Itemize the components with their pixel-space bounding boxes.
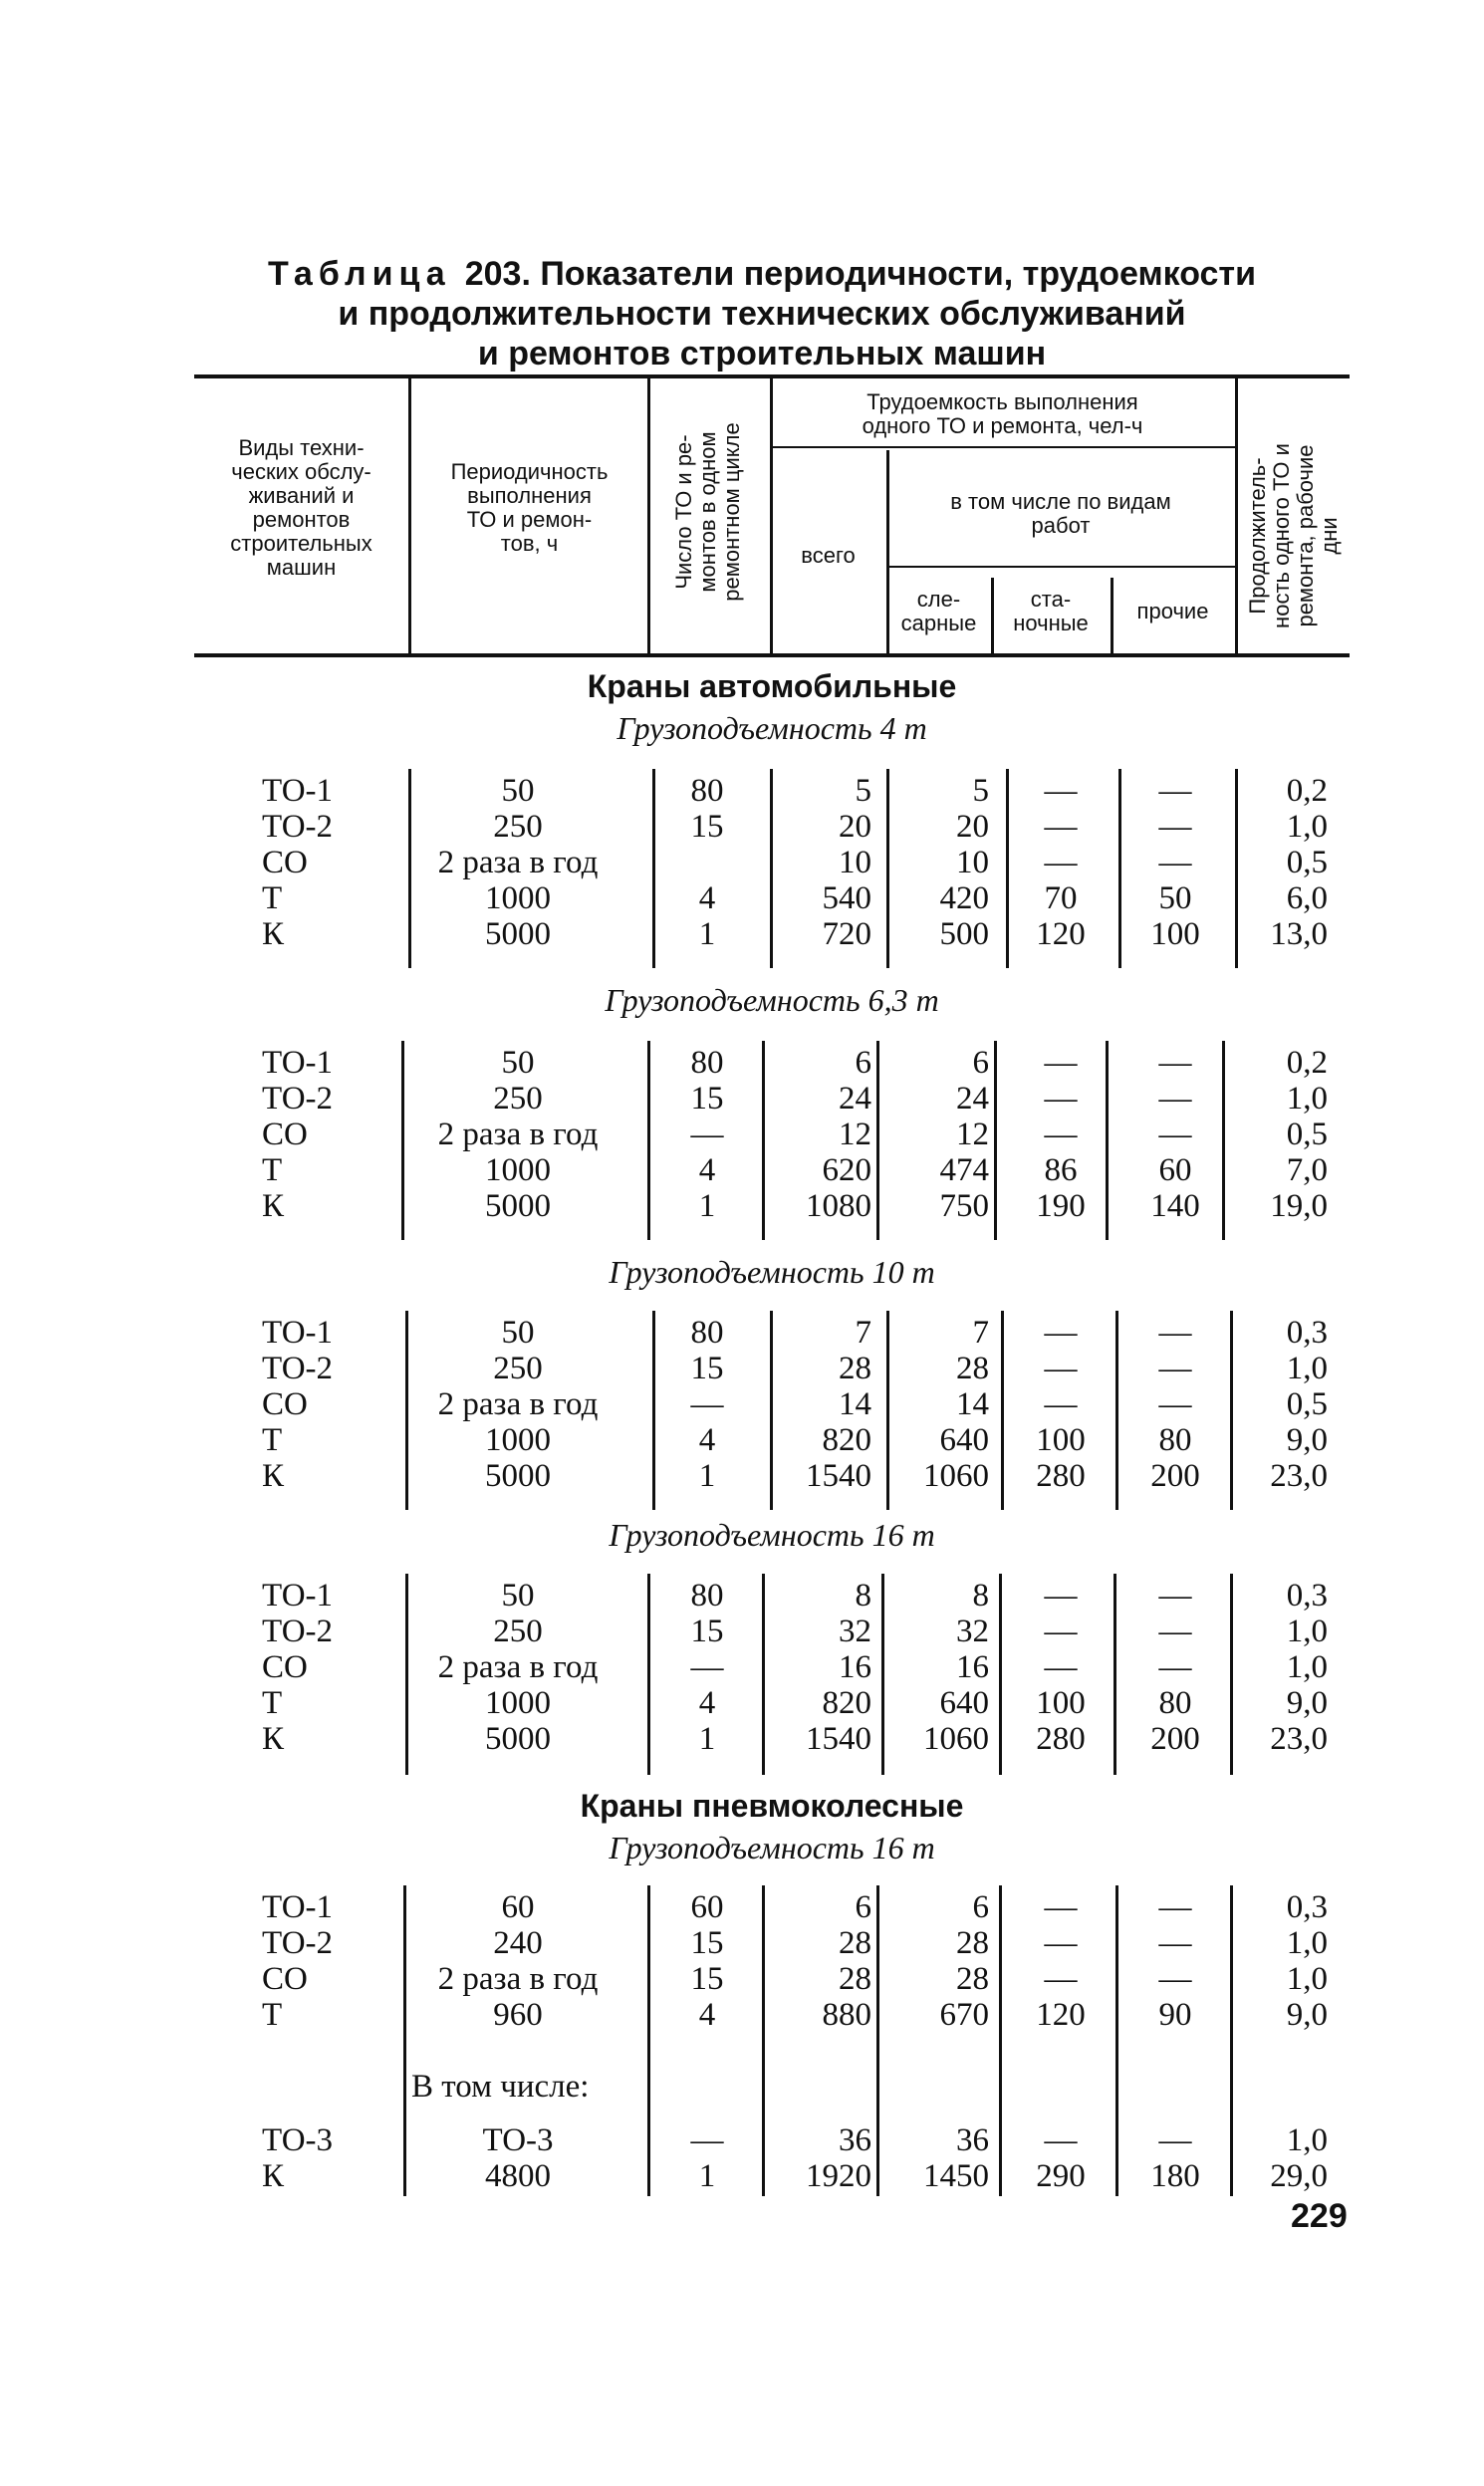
table-block: [194, 769, 1350, 968]
cell-period: 5000: [485, 1188, 551, 1224]
cell-fitter: 7: [972, 1315, 989, 1351]
cell-fitter: 20: [956, 809, 989, 845]
table-row: [194, 1889, 1350, 1925]
table-row: [194, 1188, 1350, 1224]
cell-other: —: [1158, 1315, 1192, 1351]
table-row: [194, 1961, 1350, 1997]
cell-count: —: [690, 1649, 724, 1685]
cell-fitter: 12: [956, 1117, 989, 1152]
cell-count: 15: [690, 1925, 724, 1961]
table-row: [194, 1614, 1350, 1649]
cell-kind: СО: [262, 1386, 308, 1422]
cell-machine: 70: [1044, 880, 1078, 916]
cell-total: 12: [839, 1117, 871, 1152]
cell-duration: 19,0: [1270, 1188, 1328, 1224]
cell-period: 60: [501, 1889, 535, 1925]
cell-machine: —: [1044, 1889, 1078, 1925]
section-subheading: Грузоподъемность 6,3 т: [605, 982, 939, 1018]
cell-duration: 1,0: [1286, 1081, 1328, 1117]
cell-other: —: [1158, 1614, 1192, 1649]
cell-fitter: 8: [972, 1578, 989, 1614]
cell-machine: 100: [1036, 1422, 1086, 1458]
cell-total: 820: [822, 1422, 871, 1458]
cell-other: —: [1158, 1889, 1192, 1925]
cell-count: 1: [698, 1721, 716, 1757]
cell-total: 5: [855, 773, 871, 809]
cell-kind: ТО-2: [262, 809, 334, 845]
cell-count: —: [690, 1386, 724, 1422]
cell-duration: 7,0: [1286, 1152, 1328, 1188]
cell-kind: СО: [262, 1117, 308, 1152]
cell-other: —: [1158, 1351, 1192, 1386]
cell-duration: 0,5: [1286, 1386, 1328, 1422]
table-row: [194, 1578, 1350, 1614]
section-subheading: Грузоподъемность 16 т: [609, 1830, 935, 1865]
cell-fitter: 640: [939, 1685, 989, 1721]
title-line-2: и продолжительности технических обслуживаний: [338, 295, 1186, 333]
cell-kind: ТО-2: [262, 1925, 334, 1961]
cell-other: —: [1158, 1045, 1192, 1081]
table-row: [194, 1045, 1350, 1081]
cell-other: 100: [1150, 916, 1200, 952]
cell-kind: К: [262, 2158, 285, 2194]
table-block: [194, 1574, 1350, 1775]
table-row: [194, 1458, 1350, 1494]
cell-period: 50: [501, 773, 535, 809]
cell-fitter: 1060: [923, 1721, 989, 1757]
cell-total: 1540: [806, 1458, 871, 1494]
cell-other: —: [1158, 1961, 1192, 1997]
cell-count: 80: [690, 1578, 724, 1614]
cell-total: 36: [839, 2122, 871, 2158]
cell-period: 1000: [485, 1422, 551, 1458]
cell-count: 4: [698, 880, 716, 916]
cell-duration: 1,0: [1286, 1925, 1328, 1961]
cell-fitter: 28: [956, 1961, 989, 1997]
table-row: [194, 1685, 1350, 1721]
cell-total: 8: [855, 1578, 871, 1614]
cell-kind: СО: [262, 845, 308, 880]
cell-duration: 0,2: [1286, 1045, 1328, 1081]
cell-period: 2 раза в год: [437, 1649, 599, 1685]
cell-count: 60: [690, 1889, 724, 1925]
cell-period: 2 раза в год: [437, 845, 599, 880]
cell-duration: 1,0: [1286, 1614, 1328, 1649]
cell-kind: ТО-1: [262, 1315, 334, 1351]
cell-total: 24: [839, 1081, 871, 1117]
cell-total: 1920: [806, 2158, 871, 2194]
cell-count: —: [690, 2122, 724, 2158]
cell-period: 5000: [485, 1721, 551, 1757]
cell-count: 15: [690, 1351, 724, 1386]
cell-kind: ТО-1: [262, 773, 334, 809]
cell-machine: —: [1044, 1649, 1078, 1685]
cell-fitter: 28: [956, 1351, 989, 1386]
cell-total: 20: [839, 809, 871, 845]
cell-machine: —: [1044, 1614, 1078, 1649]
cell-machine: —: [1044, 1925, 1078, 1961]
header-labor: Трудоемкость выполнения одного ТО и ремонта, чел-ч: [862, 389, 1143, 438]
cell-fitter: 32: [956, 1614, 989, 1649]
section-subheading: Грузоподъемность 10 т: [609, 1254, 935, 1290]
cell-total: 10: [839, 845, 871, 880]
table-row: [194, 2122, 1350, 2158]
cell-fitter: 640: [939, 1422, 989, 1458]
table-block: [194, 1311, 1350, 1510]
table-row: [194, 1152, 1350, 1188]
cell-other: 50: [1158, 880, 1192, 916]
cell-kind: Т: [262, 1422, 283, 1458]
cell-kind: К: [262, 1721, 285, 1757]
cell-total: 14: [839, 1386, 871, 1422]
cell-period: 50: [501, 1315, 535, 1351]
cell-duration: 1,0: [1286, 1961, 1328, 1997]
cell-machine: —: [1044, 1386, 1078, 1422]
cell-fitter: 14: [956, 1386, 989, 1422]
note-including: В том числе:: [411, 2069, 590, 2105]
cell-duration: 9,0: [1286, 1422, 1328, 1458]
cell-count: 15: [690, 809, 724, 845]
header-count: Число ТО и ре- монтов в одном ремонтном цикле: [671, 422, 744, 602]
cell-machine: —: [1044, 1578, 1078, 1614]
section-heading-pneumatic-cranes: Краны пневмоколесные: [580, 1788, 964, 1824]
cell-period: 5000: [485, 1458, 551, 1494]
page-number: 229: [1291, 2197, 1348, 2235]
cell-duration: 23,0: [1270, 1721, 1328, 1757]
cell-count: 1: [698, 1188, 716, 1224]
table-row: [194, 2158, 1350, 2194]
cell-total: 620: [822, 1152, 871, 1188]
cell-machine: 100: [1036, 1685, 1086, 1721]
table-row: [194, 1117, 1350, 1152]
cell-total: 28: [839, 1961, 871, 1997]
cell-other: —: [1158, 1649, 1192, 1685]
cell-duration: 0,5: [1286, 845, 1328, 880]
table-row: [194, 1721, 1350, 1757]
table-block: [194, 1041, 1350, 1240]
cell-duration: 13,0: [1270, 916, 1328, 952]
header-period: Периодичность выполнения ТО и ремон- тов, ч: [450, 459, 609, 556]
cell-kind: Т: [262, 1685, 283, 1721]
cell-machine: —: [1044, 1315, 1078, 1351]
table-row: [194, 1315, 1350, 1351]
cell-duration: 1,0: [1286, 809, 1328, 845]
cell-machine: —: [1044, 1961, 1078, 1997]
cell-period: 240: [493, 1925, 543, 1961]
cell-period: 250: [493, 809, 543, 845]
cell-fitter: 420: [939, 880, 989, 916]
cell-kind: СО: [262, 1649, 308, 1685]
cell-kind: ТО-2: [262, 1614, 334, 1649]
section-subheading: Грузоподъемность 16 т: [609, 1517, 935, 1553]
cell-count: 4: [698, 1422, 716, 1458]
cell-fitter: 10: [956, 845, 989, 880]
table-row: [194, 1649, 1350, 1685]
cell-count: 1: [698, 916, 716, 952]
header-machine: ста- ночные: [1013, 587, 1089, 635]
cell-kind: К: [262, 1458, 285, 1494]
cell-machine: —: [1044, 1117, 1078, 1152]
cell-duration: 23,0: [1270, 1458, 1328, 1494]
cell-machine: —: [1044, 809, 1078, 845]
cell-fitter: 670: [939, 1997, 989, 2033]
cell-period: 2 раза в год: [437, 1386, 599, 1422]
header-other: прочие: [1136, 599, 1209, 623]
title-line-1: 203. Показатели периодичности, трудоемкости: [464, 255, 1256, 293]
cell-kind: ТО-1: [262, 1889, 334, 1925]
table-row: [194, 1386, 1350, 1422]
cell-other: —: [1158, 1925, 1192, 1961]
cell-other: 200: [1150, 1458, 1200, 1494]
cell-period: 250: [493, 1614, 543, 1649]
table-row: [194, 880, 1350, 916]
cell-period: 1000: [485, 880, 551, 916]
cell-duration: 0,3: [1286, 1315, 1328, 1351]
cell-duration: 9,0: [1286, 1997, 1328, 2033]
table-row: [194, 1351, 1350, 1386]
cell-fitter: 24: [956, 1081, 989, 1117]
header-fitter: сле- сарные: [900, 587, 977, 635]
cell-other: 200: [1150, 1721, 1200, 1757]
cell-machine: —: [1044, 1045, 1078, 1081]
cell-duration: 0,3: [1286, 1578, 1328, 1614]
cell-count: 1: [698, 2158, 716, 2194]
cell-fitter: 28: [956, 1925, 989, 1961]
cell-other: —: [1158, 1117, 1192, 1152]
cell-duration: 0,5: [1286, 1117, 1328, 1152]
cell-duration: 0,2: [1286, 773, 1328, 809]
cell-count: 1: [698, 1458, 716, 1494]
table-row: [194, 1081, 1350, 1117]
cell-kind: ТО-3: [262, 2122, 334, 2158]
table-header: [194, 374, 1350, 657]
cell-machine: 120: [1036, 1997, 1086, 2033]
cell-fitter: 1450: [923, 2158, 989, 2194]
cell-total: 6: [855, 1045, 871, 1081]
cell-period: 4800: [485, 2158, 551, 2194]
cell-period: 2 раза в год: [437, 1961, 599, 1997]
header-duration: Продолжитель- ность одного ТО и ремонта, рабочие дни: [1245, 443, 1342, 628]
cell-other: 90: [1158, 1997, 1192, 2033]
cell-machine: —: [1044, 2122, 1078, 2158]
cell-other: —: [1158, 1578, 1192, 1614]
cell-other: 140: [1150, 1188, 1200, 1224]
section-subheading: Грузоподъемность 4 т: [617, 710, 927, 746]
cell-machine: 290: [1036, 2158, 1086, 2194]
cell-machine: —: [1044, 1351, 1078, 1386]
header-total: всего: [801, 543, 856, 568]
cell-total: 880: [822, 1997, 871, 2033]
cell-count: 4: [698, 1685, 716, 1721]
header-by-type: в том числе по видам работ: [950, 489, 1171, 538]
cell-duration: 9,0: [1286, 1685, 1328, 1721]
cell-fitter: 5: [972, 773, 989, 809]
table-title: [199, 254, 1325, 373]
cell-period: 2 раза в год: [437, 1117, 599, 1152]
cell-other: 60: [1158, 1152, 1192, 1188]
cell-total: 6: [855, 1889, 871, 1925]
cell-period: 960: [493, 1997, 543, 2033]
cell-kind: ТО-1: [262, 1578, 334, 1614]
cell-count: 80: [690, 1045, 724, 1081]
cell-kind: ТО-1: [262, 1045, 334, 1081]
table-row: [194, 1997, 1350, 2033]
cell-duration: 0,3: [1286, 1889, 1328, 1925]
cell-period: ТО-3: [482, 2122, 554, 2158]
header-kind: Виды техни- ческих обслу- живаний и ремонтов строительных машин: [230, 435, 372, 580]
cell-total: 1080: [806, 1188, 871, 1224]
cell-count: 15: [690, 1614, 724, 1649]
cell-count: 15: [690, 1961, 724, 1997]
cell-period: 1000: [485, 1152, 551, 1188]
cell-period: 1000: [485, 1685, 551, 1721]
cell-kind: К: [262, 916, 285, 952]
cell-duration: 29,0: [1270, 2158, 1328, 2194]
cell-fitter: 16: [956, 1649, 989, 1685]
table-row: [194, 773, 1350, 809]
cell-total: 32: [839, 1614, 871, 1649]
cell-fitter: 474: [939, 1152, 989, 1188]
cell-kind: Т: [262, 1997, 283, 2033]
cell-fitter: 6: [972, 1889, 989, 1925]
table-row: [194, 1925, 1350, 1961]
cell-other: —: [1158, 1081, 1192, 1117]
table-row: [194, 916, 1350, 952]
cell-period: 50: [501, 1578, 535, 1614]
cell-kind: Т: [262, 1152, 283, 1188]
cell-fitter: 1060: [923, 1458, 989, 1494]
cell-total: 1540: [806, 1721, 871, 1757]
cell-kind: ТО-2: [262, 1081, 334, 1117]
cell-period: 250: [493, 1351, 543, 1386]
title-line-3: и ремонтов строительных машин: [477, 335, 1047, 373]
cell-count: 4: [698, 1152, 716, 1188]
cell-period: 5000: [485, 916, 551, 952]
cell-total: 28: [839, 1351, 871, 1386]
cell-count: 4: [698, 1997, 716, 2033]
cell-total: 7: [855, 1315, 871, 1351]
cell-fitter: 750: [939, 1188, 989, 1224]
cell-duration: 1,0: [1286, 1649, 1328, 1685]
cell-total: 28: [839, 1925, 871, 1961]
section-heading-auto-cranes: Краны автомобильные: [587, 668, 957, 704]
cell-machine: 120: [1036, 916, 1086, 952]
cell-machine: 86: [1044, 1152, 1078, 1188]
cell-duration: 6,0: [1286, 880, 1328, 916]
cell-fitter: 36: [956, 2122, 989, 2158]
cell-total: 16: [839, 1649, 871, 1685]
cell-kind: К: [262, 1188, 285, 1224]
cell-count: 80: [690, 1315, 724, 1351]
cell-fitter: 6: [972, 1045, 989, 1081]
cell-other: —: [1158, 2122, 1192, 2158]
cell-period: 250: [493, 1081, 543, 1117]
cell-count: 80: [690, 773, 724, 809]
cell-kind: Т: [262, 880, 283, 916]
table-row: [194, 845, 1350, 880]
cell-other: 180: [1150, 2158, 1200, 2194]
cell-other: —: [1158, 809, 1192, 845]
cell-other: 80: [1158, 1685, 1192, 1721]
cell-duration: 1,0: [1286, 1351, 1328, 1386]
cell-other: —: [1158, 1386, 1192, 1422]
cell-kind: ТО-2: [262, 1351, 334, 1386]
cell-total: 540: [822, 880, 871, 916]
cell-count: —: [690, 1117, 724, 1152]
cell-other: —: [1158, 845, 1192, 880]
cell-duration: 1,0: [1286, 2122, 1328, 2158]
cell-kind: СО: [262, 1961, 308, 1997]
cell-other: 80: [1158, 1422, 1192, 1458]
cell-machine: —: [1044, 845, 1078, 880]
cell-machine: —: [1044, 773, 1078, 809]
cell-period: 50: [501, 1045, 535, 1081]
cell-total: 820: [822, 1685, 871, 1721]
title-label: Таблица: [268, 255, 451, 293]
table-row: [194, 1422, 1350, 1458]
cell-fitter: 500: [939, 916, 989, 952]
cell-total: 720: [822, 916, 871, 952]
cell-machine: 280: [1036, 1721, 1086, 1757]
table-block-pneumatic: [194, 1885, 1350, 2196]
cell-count: 15: [690, 1081, 724, 1117]
cell-other: —: [1158, 773, 1192, 809]
cell-machine: 280: [1036, 1458, 1086, 1494]
cell-count: [657, 845, 757, 880]
cell-machine: 190: [1036, 1188, 1086, 1224]
cell-machine: —: [1044, 1081, 1078, 1117]
table-row: [194, 809, 1350, 845]
